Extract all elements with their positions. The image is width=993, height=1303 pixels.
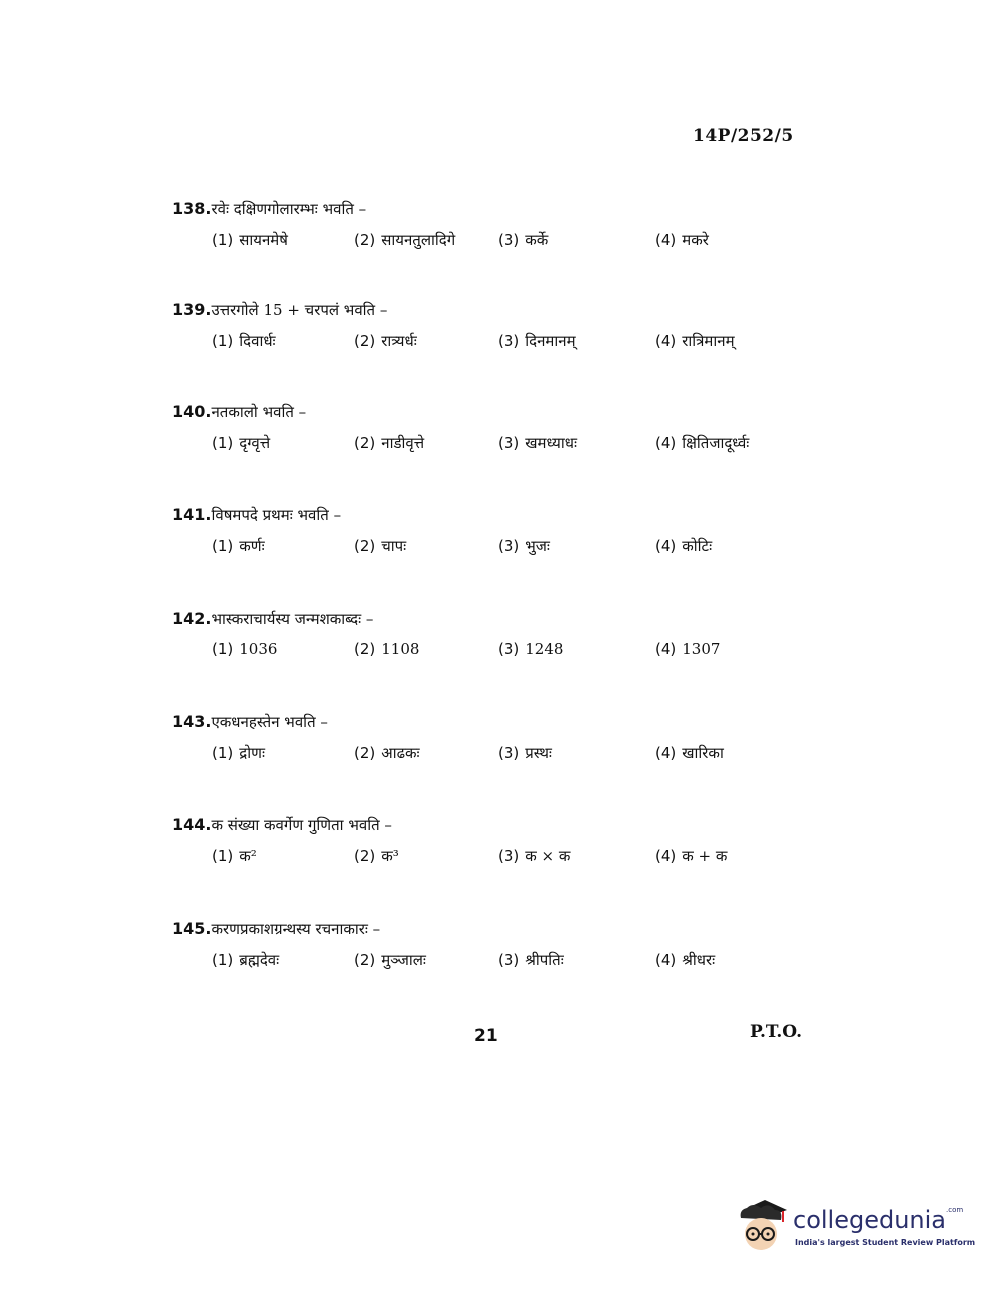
options-row	[172, 230, 852, 260]
option-text: श्रीधरः	[682, 951, 716, 969]
paper-code: 14P/252/5	[693, 126, 794, 146]
option-text: क²	[239, 847, 257, 865]
option-4	[655, 846, 727, 866]
question-text: क संख्या कवर्गेण गुणिता भवति –	[211, 816, 392, 834]
option-2	[354, 433, 424, 453]
option-text: क × क	[525, 847, 571, 865]
option-2	[354, 536, 406, 556]
option-text: सायनतुलादिगे	[381, 231, 456, 249]
question-stem	[172, 916, 852, 942]
options-row	[172, 743, 852, 773]
option-text: 1307	[682, 640, 721, 658]
question-text: रवेः दक्षिणगोलारम्भः भवति –	[211, 200, 367, 218]
question-item	[172, 916, 852, 980]
option-text: क³	[381, 847, 399, 865]
option-text: दिवार्धः	[239, 332, 276, 350]
options-row	[172, 950, 852, 980]
collegedunia-watermark	[735, 1196, 976, 1256]
option-number: (2)	[354, 231, 376, 249]
option-3	[498, 743, 552, 763]
option-3	[498, 433, 577, 453]
option-text: मकरे	[682, 231, 709, 249]
option-3	[498, 640, 563, 658]
option-number: (4)	[655, 640, 677, 658]
option-4	[655, 640, 720, 658]
option-text: भुजः	[525, 537, 550, 555]
option-number: (2)	[354, 640, 376, 658]
option-text: आढकः	[381, 744, 420, 762]
option-number: (1)	[212, 434, 234, 452]
brand-tagline: India's largest Student Review Platform	[795, 1238, 976, 1247]
question-stem	[172, 502, 852, 528]
option-4	[655, 950, 715, 970]
option-number: (3)	[498, 537, 520, 555]
option-number: (2)	[354, 332, 376, 350]
question-number: 143.	[172, 712, 212, 731]
question-item	[172, 196, 852, 260]
option-number: (3)	[498, 231, 520, 249]
options-row	[172, 331, 852, 361]
question-number: 139.	[172, 300, 212, 319]
option-text: खमध्याधः	[525, 434, 577, 452]
option-3	[498, 950, 564, 970]
option-text: रात्र्यर्धः	[381, 332, 417, 350]
question-stem	[172, 297, 852, 323]
mascot-icon	[735, 1196, 791, 1256]
option-text: कर्के	[525, 231, 549, 249]
question-stem	[172, 399, 852, 425]
option-number: (4)	[655, 332, 677, 350]
option-number: (2)	[354, 744, 376, 762]
option-4	[655, 536, 712, 556]
option-2	[354, 640, 419, 658]
question-item	[172, 502, 852, 566]
option-2	[354, 950, 426, 970]
question-number: 144.	[172, 815, 212, 834]
option-4	[655, 331, 735, 351]
option-text: ब्रह्मदेवः	[239, 951, 280, 969]
option-number: (3)	[498, 434, 520, 452]
pto-label: P.T.O.	[750, 1022, 802, 1042]
question-text: उत्तरगोले 15 + चरपलं भवति –	[211, 301, 388, 319]
option-1	[212, 331, 276, 351]
option-number: (1)	[212, 640, 234, 658]
option-text: क्षितिजादूर्ध्वः	[682, 434, 750, 452]
option-number: (3)	[498, 332, 520, 350]
option-text: चापः	[381, 537, 407, 555]
option-2	[354, 846, 399, 866]
option-text: कोटिः	[682, 537, 713, 555]
option-text: 1108	[381, 640, 420, 658]
option-number: (3)	[498, 744, 520, 762]
option-2	[354, 331, 417, 351]
option-text: खारिका	[682, 744, 724, 762]
option-text: कर्णः	[239, 537, 265, 555]
option-number: (4)	[655, 537, 677, 555]
option-1	[212, 846, 257, 866]
option-text: 1036	[239, 640, 278, 658]
option-number: (4)	[655, 847, 677, 865]
question-stem	[172, 709, 852, 735]
option-number: (4)	[655, 951, 677, 969]
option-2	[354, 230, 455, 250]
option-3	[498, 846, 570, 866]
option-1	[212, 950, 279, 970]
option-2	[354, 743, 420, 763]
option-text: दृग्वृत्ते	[239, 434, 271, 452]
option-number: (2)	[354, 951, 376, 969]
option-1	[212, 743, 265, 763]
question-number: 140.	[172, 402, 212, 421]
option-number: (4)	[655, 434, 677, 452]
option-3	[498, 230, 548, 250]
option-text: सायनमेषे	[239, 231, 288, 249]
question-item	[172, 297, 852, 361]
question-number: 141.	[172, 505, 212, 524]
options-row	[172, 640, 852, 670]
question-text: करणप्रकाशग्रन्थस्य रचनाकारः –	[211, 920, 381, 938]
question-number: 138.	[172, 199, 212, 218]
option-number: (2)	[354, 434, 376, 452]
question-item	[172, 606, 852, 670]
question-item	[172, 812, 852, 876]
option-number: (3)	[498, 640, 520, 658]
option-4	[655, 743, 724, 763]
option-3	[498, 536, 550, 556]
option-text: मुञ्जालः	[381, 951, 426, 969]
option-4	[655, 230, 709, 250]
options-row	[172, 846, 852, 876]
question-item	[172, 709, 852, 773]
option-text: प्रस्थः	[525, 744, 552, 762]
options-row	[172, 433, 852, 463]
option-text: श्रीपतिः	[525, 951, 564, 969]
question-text: नतकालो भवति –	[211, 403, 307, 421]
question-stem	[172, 606, 852, 632]
option-3	[498, 331, 576, 351]
option-number: (1)	[212, 332, 234, 350]
question-stem	[172, 812, 852, 838]
question-text: भास्कराचार्यस्य जन्मशकाब्दः –	[211, 610, 374, 628]
option-number: (2)	[354, 537, 376, 555]
option-1	[212, 433, 270, 453]
question-number: 142.	[172, 609, 212, 628]
option-number: (4)	[655, 744, 677, 762]
option-text: रात्रिमानम्	[682, 332, 735, 350]
option-number: (1)	[212, 951, 234, 969]
options-row	[172, 536, 852, 566]
option-text: नाडीवृत्ते	[381, 434, 425, 452]
option-number: (1)	[212, 744, 234, 762]
option-1	[212, 536, 265, 556]
option-text: द्रोणः	[239, 744, 265, 762]
question-text: विषमपदे प्रथमः भवति –	[211, 506, 342, 524]
option-number: (1)	[212, 231, 234, 249]
option-number: (3)	[498, 847, 520, 865]
brand-name: collegedunia$^{.com}$	[793, 1206, 964, 1234]
option-4	[655, 433, 749, 453]
option-text: दिनमानम्	[525, 332, 576, 350]
option-number: (4)	[655, 231, 677, 249]
question-number: 145.	[172, 919, 212, 938]
option-1	[212, 230, 288, 250]
question-stem	[172, 196, 852, 222]
option-number: (1)	[212, 847, 234, 865]
option-text: 1248	[525, 640, 564, 658]
option-number: (2)	[354, 847, 376, 865]
page-number: 21	[474, 1026, 498, 1046]
option-number: (3)	[498, 951, 520, 969]
option-number: (1)	[212, 537, 234, 555]
question-text: एकधनहस्तेन भवति –	[211, 713, 328, 731]
option-1	[212, 640, 277, 658]
option-text: क + क	[682, 847, 728, 865]
question-item	[172, 399, 852, 463]
